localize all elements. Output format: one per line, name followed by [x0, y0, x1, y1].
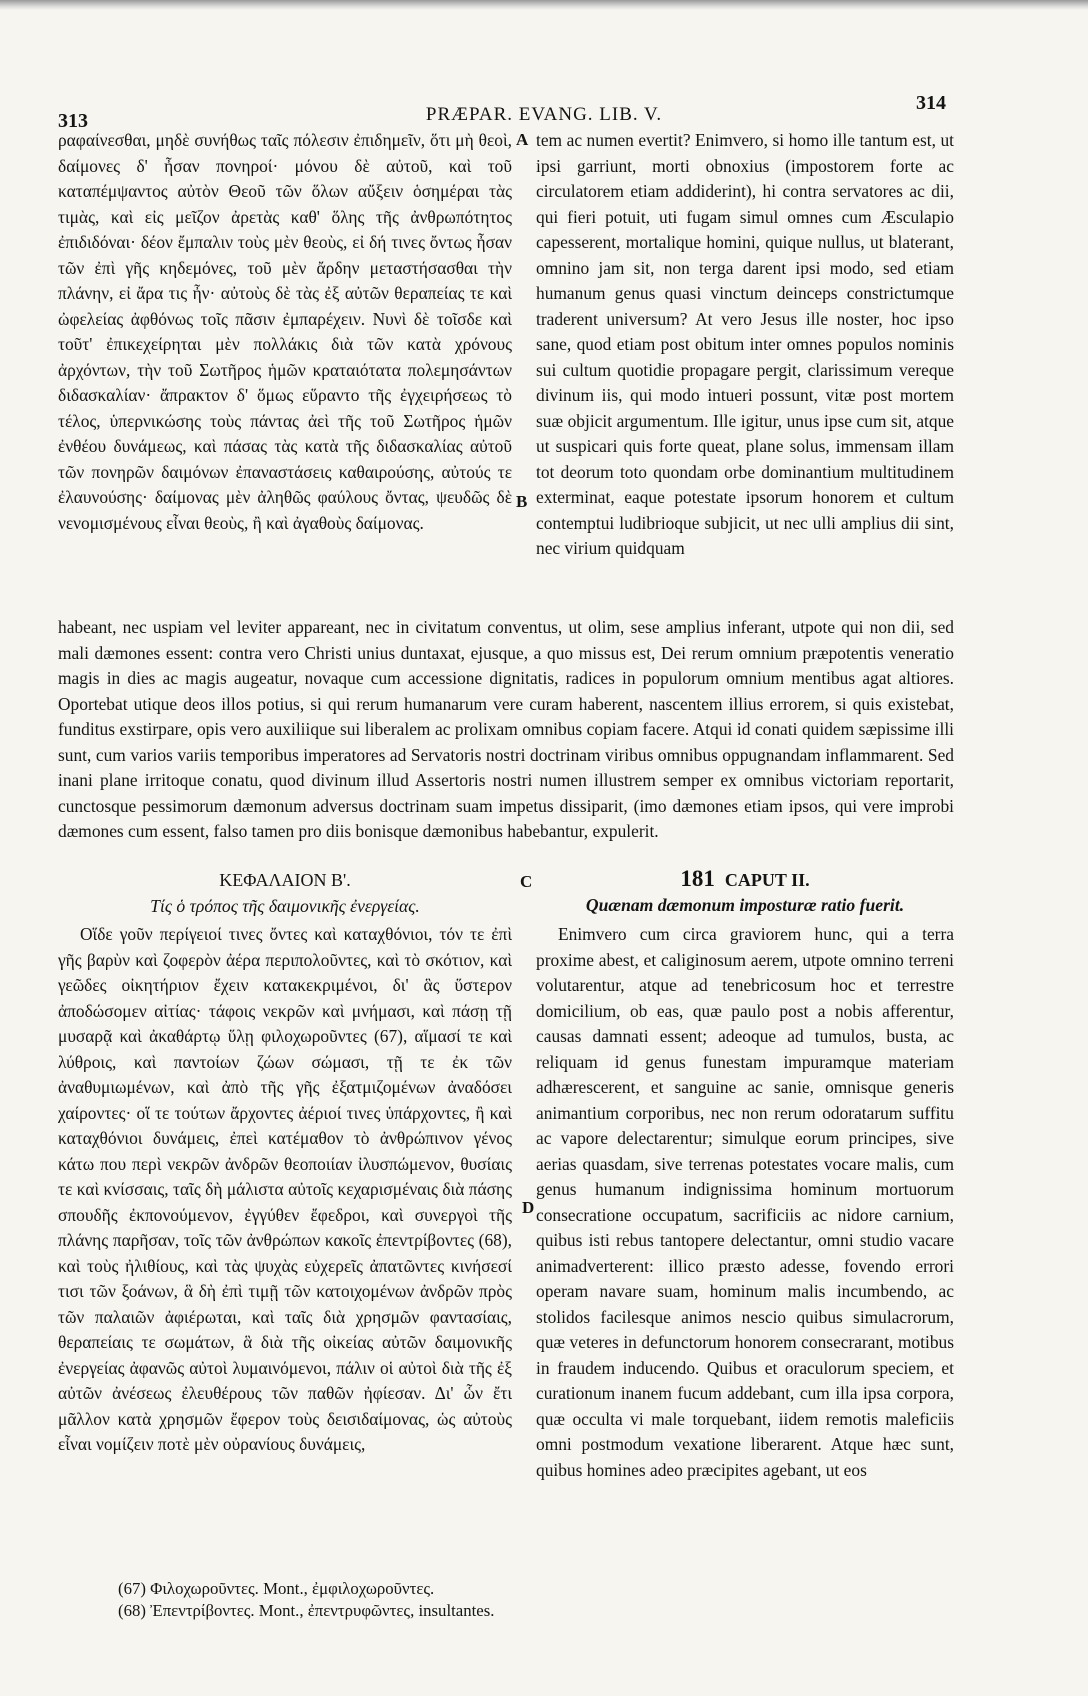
margin-marker-c: C [520, 872, 533, 891]
greek-paragraph-bottom: Οἵδε γοῦν περίγειοί τινες ὄντες καὶ καταχθόνιοι, τόν τε ἐπὶ γῆς βαρὺν καὶ ζοφερὸν ἀέρα περιπολοῦντες, καὶ τὸ σκότιον, καὶ γεῶδες οἰκητήριον ἔχειν κατακεκριμένοι, δι' ἃς ὕστερον ἀποδώσομεν αἰτίας· τάφοις νεκρῶν καὶ μνήμασι, καὶ πάσῃ τῇ μυσαρᾷ καὶ ἀκαθάρτῳ ὕλῃ φιλοχωροῦντες (67), αἵμασί τε καὶ λύθροις, καὶ παντοίων ζώων σώμασι, τῇ τε ἐκ τῶν ἀναθυμιωμένων, καὶ ἀπὸ τῆς γῆς ἐξατμιζομένων ἀναδόσει χαίροντες· οἵ τε τούτων ἄρχοντες ἀέριοί τινες ὑπάρχοντες, ἢ καὶ καταχθόνιοι δυνάμεις, ἐπεὶ κατέμαθον τὸ ἀνθρώπινον γένος κάτω που περὶ νεκρῶν ἀνδρῶν θεοποιίαν ἰλυσπώμενον, θυσίαις τε καὶ κνίσσαις, ταῖς δὴ μάλιστα αὐτοῖς κεχαρισμέναις διὰ πάσης σπουδῆς ἐκπονούμενον, ἐγγύθεν ἔφεδροι, καὶ συνεργοὶ τῆς πλάνης παρῆσαν, τοῖς τῶν ἀνθρώπων κακοῖς ἐπεντρίβοντες (68), καὶ τοὺς ἠλιθίους, καὶ τὰς ψυχὰς εὐχερεῖς ἀπατῶντες κινήσεσί τισι τῶν ξοάνων, ἃ δὴ ἐπὶ τιμῇ τῶν κατοιχομένων ἀνδρῶν πρὸς τῶν παλαιῶν ἀφιέρωται, καὶ ταῖς διὰ χρησμῶν φαντασίαις, θεραπείαις τε σωμάτων, ἃ διὰ τῆς οἰκείας αὐτῶν δαιμονικῆς ἐνεργείας ἀφανῶς αὐτοὶ λυμαινόμενοι, πάλιν οἱ αὐτοὶ διὰ τῆς ἐξ αὐτῶν ἀνέσεως ἐλευθέρους τῶν παθῶν ἠφίεσαν. Δι' ὧν ἔτι μᾶλλον κατὰ χρησμῶν ἔφερον τοὺς δεισιδαίμονας, ὡς αὐτοὺς εἶναι νομίζειν ποτὲ μὲν οὐρανίους δυνάμεις, [58, 924, 512, 1454]
greek-text-top [58, 128, 512, 536]
margin-marker-d: D [522, 1198, 535, 1217]
chapter-heading-latin [536, 866, 954, 892]
chapter-title-latin: CAPUT II. [724, 870, 810, 890]
latin-paragraph-full: habeant, nec uspiam vel leviter appareant, nec in civitatum conventus, ut olim, sese amplius inferant, utpote qui non dii, sed mali dæmones essent: contra vero Christi unius duntaxat, ejusque, a quo missus est, Dei rerum omnium præpotentis veneratio magis in dies ac magis augeatur, novaque cum accessione dignitatis, radices in populorum omnium mentibus agat altiores. Oportebat utique deos illos potius, si qui rerum humanarum vere curam haberent, nascentem illius errorem, si quis existebat, funditus exstirpare, opis vero auxiliique sui liberalem ac prolixam omnibus copiam facere. Atqui id conati quidem sæpissime illi sunt, cum varios variis temporibus imperatores ad Servatoris nostri doctrinam viribus omnibus oppugnandam inflammarent. Sed inani plane irritoque conatu, quod divinum illud Assertoris nostri numen illustrem semper ex omnibus victoriam reportarit, cunctosque pessimorum dæmonum adversus doctrinam suam impetus dissiparit, (imo dæmones etiam ipsos, qui vere improbi dæmones cum essent, falso tamen pro diis bonisque dæmonibus habebantur, expulerit. [58, 617, 954, 842]
latin-paragraph-top: tem ac numen evertit? Enimvero, si homo ille tantum est, ut ipsi garriunt, morti obnoxius (impostorem forte ac circulatorem etiam addiderint), hi contra servatores ac dii, qui fieri potuit, uti fugam simul omnes cum Æsculapio capesserent, mortalique homini, quique nullus, ut blaterant, omnino jam sit, non terga darent ipsi modo, sed etiam humanum genus quasi vinctum deinceps constrictumque traderent universum? At vero Jesus ille noster, hoc ipso sane, quod etiam post obitum inter omnes populos nominis sui cultum quotidie propagare pergit, clarissimum vereque divinum iis, qui modo intueri possunt, vitæ post mortem suæ objicit argumentum. Ille igitur, unus ipse cum sit, atque ut suspicari quis forte queat, plane solus, immensam illam tot deorum toto quondam orbe dominantium multitudinem exterminat, eaque potestate ipsorum honorem et cultum contemptui ludibrioque subjicit, ut nec ulli amplius dii sint, nec virium quidquam [536, 130, 954, 558]
footnote-67: (67) Φιλοχωροῦντες. Mont., ἐμφιλοχωροῦντες. [118, 1579, 435, 1598]
footnote-68: (68) Ἐπεντρίβοντες. Mont., ἐπεντρυφῶντες, insultantes. [118, 1601, 495, 1620]
scan-top-edge [0, 0, 1088, 10]
margin-marker-a: A [516, 130, 529, 149]
latin-text-top [536, 128, 954, 562]
chapter-subtitle-latin: Quænam dæmonum imposturæ ratio fuerit. [585, 895, 905, 915]
footnotes [118, 1578, 494, 1622]
right-page-number: 314 [916, 92, 946, 114]
chapter-number: 181 [680, 866, 715, 891]
margin-marker-b: B [516, 492, 528, 511]
chapter-heading-greek: ΚΕΦΑΛΑΙΟΝ Β'. [219, 870, 351, 890]
latin-text-fullwidth [58, 598, 954, 862]
left-page-number: 313 [58, 110, 88, 132]
chapter-subtitle-greek: Τίς ὁ τρόπος τῆς δαιμονικῆς ἐνεργείας. [150, 896, 420, 916]
greek-text-bottom [58, 922, 512, 1458]
latin-paragraph-bottom: Enimvero cum circa graviorem hunc, qui a terra proxime abest, et caliginosum aerem, utpote omnino terreni volutarentur, atque ad tenebricosum hoc et terrestre domicilium, ob eas, quæ paulo post a nobis afferentur, causas damnati essent; adeoque ad tumulos, busta, ac reliquam id genus funestam impuramque materiam adhærescerent, et sanguine ac sanie, omnisque generis animantium corporibus, nec non rerum odoratarum suffitu ac vapore delectarentur; simulque eorum principes, sive aerias quasdam, sive terrenas potestates vocare malis, cum genus humanum indignissima hominum mortuorum consecratione occupatum, sacrificiis ac nidore carnium, quibus isti rebus tantopere delectantur, omni studio vacare animadverterent: illico præsto adesse, fovendo errori operam navare suam, hominum malis incumbendo, ac stolidos facilesque animos nescio quibus simulacrorum, quæ veteres in defunctorum honorem consecrarant, motibus in fraudem inducendo. Quibus et oraculorum speciem, et curationum inanem fucum addebant, cum illa ipsa corpora, quæ occulta vi male torquebant, iidem remotis maleficiis omni postmodum vexatione liberarent. Atque hæc sunt, quibus homines adeo præcipites agebant, ut eos [536, 924, 954, 1480]
running-title: PRÆPAR. EVANG. LIB. V. [425, 104, 663, 125]
greek-paragraph-top: ραφαίνεσθαι, μηδὲ συνήθως ταῖς πόλεσιν ἐπιδημεῖν, ὅτι μὴ θεοὶ, δαίμονες δ' ἦσαν πονηροί· μόνου δὲ αὐτοῦ, καὶ τοῦ καταπέμψαντος αὐτὸν Θεοῦ τῶν ὅλων αὔξειν ὁσημέραι τὰς τιμὰς, καὶ εἰς μεῖζον ἀρετὰς καθ' ὅλης τῆς ἀνθρωπότητος ἐπιδιδόναι· δέον ἔμπαλιν τοὺς μὲν θεοὺς, εἰ δή τινες ὄντως ἦσαν τῶν ἐπὶ γῆς κηδεμόνες, τοῦ μὲν ἄρδην μεταστήσασθαι τὴν πλάνην, εἰ ἄρα τις ἦν· αὐτοὺς δὲ τὰς ἐξ αὐτῶν θεραπείας τε καὶ ὠφελείας ἀφθόνως τοῖς πᾶσιν ἐμπαρέχειν. Νυνὶ δὲ τοῖσδε καὶ τοῦτ' ἐπικεχείρηται μὲν πολλάκις διὰ τῶν κατὰ χρόνους ἀρχόντων, τὴν τοῦ Σωτῆρος ἡμῶν κραταιότατα πολεμησάντων διδασκαλίαν· ἄπρακτον δ' ὅμως εὕραντο τῆς ἐγχειρήσεως τὸ τέλος, ὑπερνικώσης τοὺς πάντας ἀεὶ τῆς τοῦ Σωτῆρος ἡμῶν ἐνθέου δυνάμεως, καὶ πάσας τὰς κατὰ τῆς διδασκαλίας αὐτοῦ τῶν πονηρῶν δαιμόνων ἐπαναστάσεις καθαιρούσης, αὐτούς τε ἐλαυνούσης· δαίμονας μὲν ἀληθῶς φαύλους ὄντας, ψευδῶς δὲ νενομισμένους εἶναι θεοὺς, ἢ καὶ ἀγαθοὺς δαίμονας. [58, 130, 512, 533]
latin-text-bottom [536, 922, 954, 1483]
